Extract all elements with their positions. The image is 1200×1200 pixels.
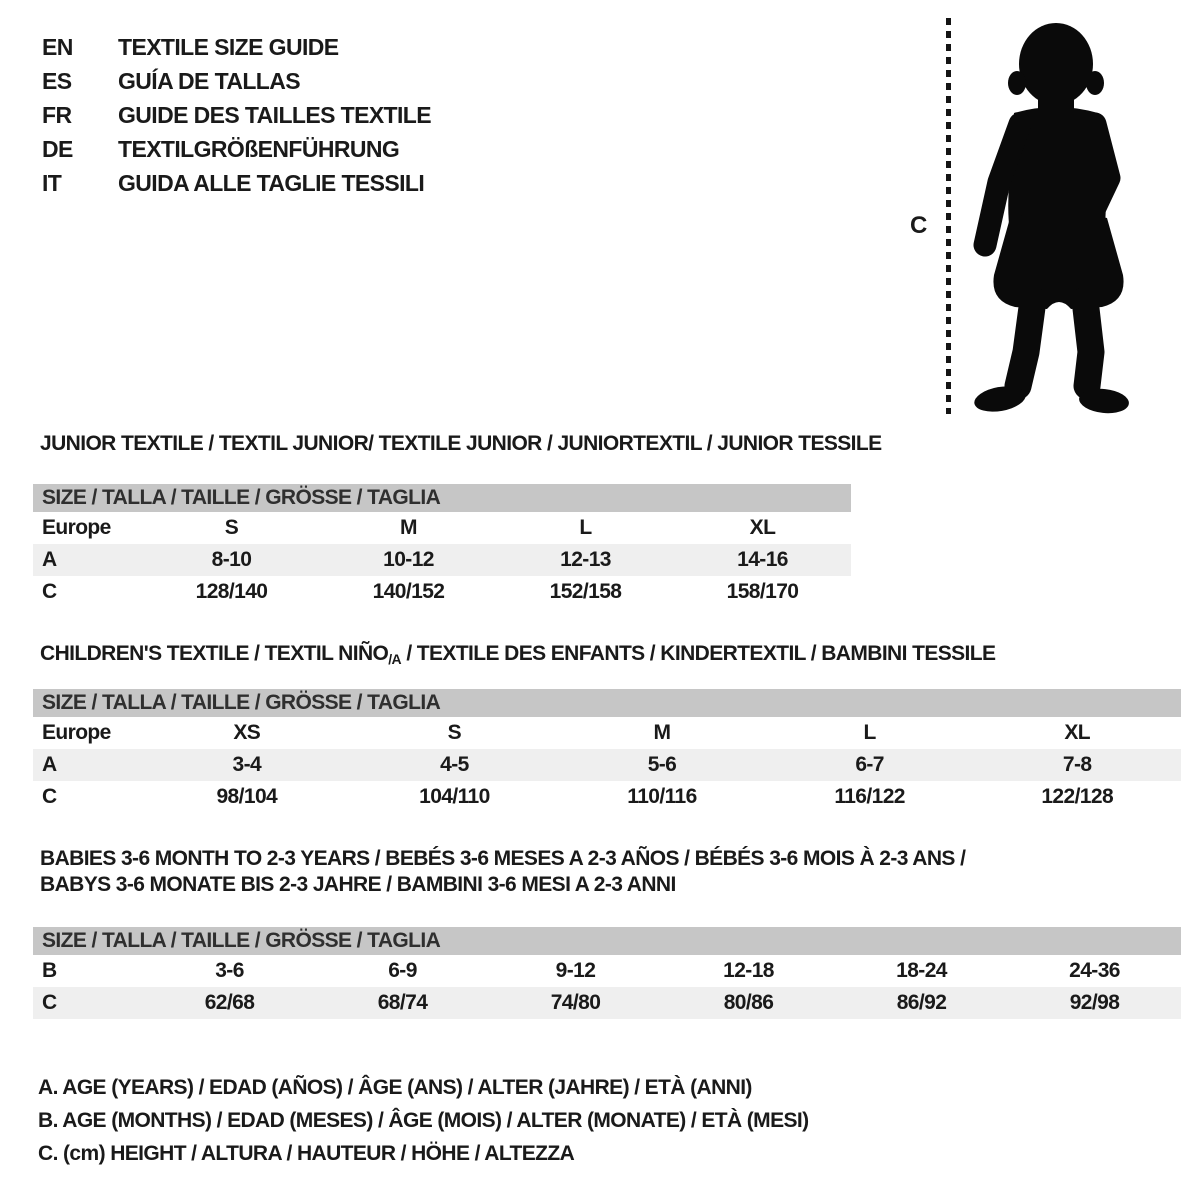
guide-title-de: TEXTILGRÖßENFÜHRUNG <box>118 135 400 162</box>
language-code: IT <box>42 169 62 196</box>
language-row <box>42 98 431 132</box>
babies-table-header: SIZE / TALLA / TAILLE / GRÖSSE / TAGLIA <box>33 927 1181 955</box>
height-value: 98/104 <box>216 785 278 808</box>
guide-title-es: GUÍA DE TALLAS <box>118 67 300 94</box>
children-section-title: CHILDREN'S TEXTILE / TEXTIL $NIÑO_{/A}$ / TEXTILE DES ENFANTS / KINDERTEXTIL / BAMBINI TESSILE <box>40 642 996 667</box>
height-value: 116/122 <box>834 785 905 808</box>
language-row <box>42 132 431 166</box>
children-size-table <box>33 689 1181 813</box>
height-value: 68/74 <box>377 991 428 1014</box>
row-label: Europe <box>42 516 111 539</box>
age-value: 24-36 <box>1069 959 1120 982</box>
height-measure-label: C <box>910 212 927 239</box>
height-value: 74/80 <box>550 991 601 1014</box>
junior-size-table <box>33 484 851 608</box>
height-value: 62/68 <box>204 991 255 1014</box>
height-value: 104/110 <box>419 785 490 808</box>
junior-table-header: SIZE / TALLA / TAILLE / GRÖSSE / TAGLIA <box>33 484 851 512</box>
row-label: A <box>42 753 57 776</box>
height-value: 140/152 <box>372 580 445 603</box>
height-value: 122/128 <box>1041 785 1114 808</box>
footnote-height-cm: C. (cm) HEIGHT / ALTURA / HAUTEUR / HÖHE / ALTEZZA <box>38 1142 575 1165</box>
table-row <box>33 544 851 576</box>
table-row <box>33 987 1181 1019</box>
row-label: A <box>42 548 57 571</box>
row-label: B <box>42 959 57 982</box>
footnote-age-months: B. AGE (MONTHS) / EDAD (MESES) / ÂGE (MOIS) / ALTER (MONATE) / ETÀ (MESI) <box>38 1109 809 1132</box>
age-value: 9-12 <box>555 959 596 982</box>
age-value: 18-24 <box>896 959 947 982</box>
size-value: XS <box>233 721 261 744</box>
babies-title-line2: BABYS 3-6 MONATE BIS 2-3 JAHRE / BAMBINI 3-6 MESI A 2-3 ANNI <box>40 873 676 896</box>
height-measure-dashed-line <box>946 18 951 414</box>
height-value: 110/116 <box>627 785 697 808</box>
language-row <box>42 166 431 200</box>
height-value: 80/86 <box>723 991 774 1014</box>
table-row <box>33 512 851 544</box>
nino-a-subscript: /A <box>388 651 402 667</box>
height-value: 152/158 <box>549 580 622 603</box>
age-value: 4-5 <box>440 753 469 776</box>
language-code: EN <box>42 33 73 60</box>
size-value: L <box>863 721 876 744</box>
table-row <box>33 781 1181 813</box>
guide-title-it: GUIDA ALLE TAGLIE TESSILI <box>118 169 425 196</box>
babies-section-title <box>40 846 965 898</box>
language-code: DE <box>42 135 73 162</box>
guide-title-en: TEXTILE SIZE GUIDE <box>118 33 339 60</box>
row-label: C <box>42 991 57 1014</box>
age-value: 8-10 <box>211 548 252 571</box>
age-value: 12-18 <box>723 959 774 982</box>
row-label: C <box>42 785 57 808</box>
size-value: S <box>447 721 462 744</box>
size-value: S <box>224 516 239 539</box>
language-code: ES <box>42 67 72 94</box>
table-row <box>33 749 1181 781</box>
height-value: 92/98 <box>1069 991 1120 1014</box>
height-value: 86/92 <box>896 991 947 1014</box>
table-row <box>33 576 851 608</box>
size-value: XL <box>1064 721 1091 744</box>
height-value: 128/140 <box>195 580 268 603</box>
age-value: 3-4 <box>232 753 262 776</box>
height-value: 158/170 <box>726 580 799 603</box>
age-value: 7-8 <box>1062 753 1092 776</box>
toddler-silhouette-icon <box>952 12 1147 417</box>
row-label: Europe <box>42 721 111 744</box>
guide-title-fr: GUIDE DES TAILLES TEXTILE <box>118 101 431 128</box>
legend-footnotes <box>38 1071 809 1170</box>
age-value: 14-16 <box>737 548 788 571</box>
size-value: M <box>400 516 417 539</box>
size-value: XL <box>749 516 776 539</box>
size-value: L <box>579 516 592 539</box>
babies-size-table <box>33 927 1181 1019</box>
age-value: 6-7 <box>855 753 884 776</box>
age-value: 12-13 <box>560 548 611 571</box>
language-code: FR <box>42 101 72 128</box>
junior-section-title: JUNIOR TEXTILE / TEXTIL JUNIOR/ TEXTILE JUNIOR / JUNIORTEXTIL / JUNIOR TESSILE <box>40 432 882 455</box>
age-value: 3-6 <box>215 959 244 982</box>
footnote-age-years: A. AGE (YEARS) / EDAD (AÑOS) / ÂGE (ANS) / ALTER (JAHRE) / ETÀ (ANNI) <box>38 1076 752 1099</box>
language-title-list <box>42 30 431 200</box>
babies-title-line1: BABIES 3-6 MONTH TO 2-3 YEARS / BEBÉS 3-6 MESES A 2-3 AÑOS / BÉBÉS 3-6 MOIS À 2-3 ANS / <box>40 847 966 870</box>
age-value: 5-6 <box>647 753 677 776</box>
children-table-header: SIZE / TALLA / TAILLE / GRÖSSE / TAGLIA <box>33 689 1181 717</box>
age-value: 10-12 <box>383 548 434 571</box>
table-row <box>33 717 1181 749</box>
language-row <box>42 64 431 98</box>
age-value: 6-9 <box>388 959 417 982</box>
size-value: M <box>653 721 671 744</box>
table-row <box>33 955 1181 987</box>
language-row <box>42 30 431 64</box>
row-label: C <box>42 580 57 603</box>
